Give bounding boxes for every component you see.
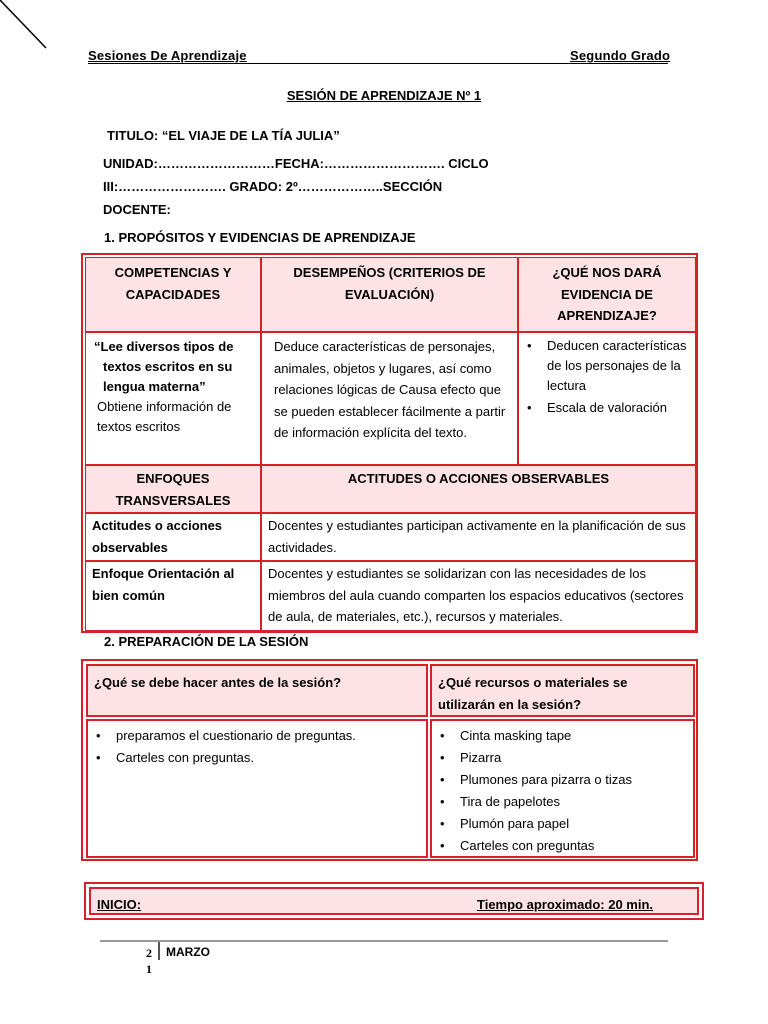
evidencias-cell bbox=[518, 332, 696, 465]
inicio-inner bbox=[89, 887, 699, 915]
footer-month: MARZO bbox=[166, 945, 210, 959]
page-number-bottom: 1 bbox=[146, 962, 152, 976]
competencia-text: “Lee diversos tipos de textos escritos en su lengua materna” bbox=[94, 339, 234, 394]
recurso-item: • Tira de papelotes bbox=[438, 791, 687, 813]
info-line-1: UNIDAD:………………………FECHA:………………………. CICLO bbox=[103, 156, 489, 171]
header-actitudes: ACTITUDES O ACCIONES OBSERVABLES bbox=[261, 465, 696, 513]
recurso-item: • Carteles con preguntas bbox=[438, 835, 687, 857]
header-enfoques: ENFOQUES TRANSVERSALES bbox=[85, 465, 261, 513]
inicio-label: INICIO: bbox=[97, 897, 142, 912]
session-title: TITULO: “EL VIAJE DE LA TÍA JULIA” bbox=[107, 128, 340, 143]
section-2-heading: 2. PREPARACIÓN DE LA SESIÓN bbox=[104, 634, 309, 649]
recurso-item: • Cinta masking tape bbox=[438, 725, 687, 747]
page-title: SESIÓN DE APRENDIZAJE Nº 1 bbox=[286, 88, 482, 103]
header-underline bbox=[88, 63, 668, 64]
recurso-item: • Plumones para pizarra o tizas bbox=[438, 769, 687, 791]
preparation-table bbox=[81, 659, 698, 861]
evidencia-item: • Escala de valoración bbox=[525, 398, 689, 418]
purposes-table bbox=[81, 253, 698, 633]
header-desempenos: DESEMPEÑOS (CRITERIOS DE EVALUACIÓN) bbox=[261, 257, 518, 332]
section-1-heading: 1. PROPÓSITOS Y EVIDENCIAS DE APRENDIZAJE bbox=[104, 230, 416, 245]
competencias-cell bbox=[85, 332, 261, 465]
info-line-2: III:……………………. GRADO: 2º………………..SECCIÓN bbox=[103, 179, 443, 194]
header-right: Segundo Grado bbox=[570, 48, 671, 63]
antes-item: • Carteles con preguntas. bbox=[94, 747, 420, 769]
evidencia-item: • Deducen características de los personajes de la lectura bbox=[525, 336, 689, 396]
row1-text: Docentes y estudiantes participan activamente en la planificación de sus actividades. bbox=[261, 513, 696, 561]
header-antes: ¿Qué se debe hacer antes de la sesión? bbox=[86, 664, 428, 717]
header-recursos: ¿Qué recursos o materiales se utilizarán en la sesión? bbox=[430, 664, 695, 717]
capacidad-text: Obtiene información de textos escritos bbox=[97, 399, 232, 434]
inicio-tiempo: Tiempo aproximado: 20 min. bbox=[477, 897, 654, 912]
desempeno-cell: Deduce características de personajes, animales, objetos y lugares, así como relaciones lógicas de Causa efecto que se pueden establecer fácilmente a partir de información explícita del texto. bbox=[261, 332, 518, 465]
header-competencias: COMPETENCIAS Y CAPACIDADES bbox=[85, 257, 261, 332]
recursos-cell bbox=[430, 719, 695, 858]
recurso-item: • Pizarra bbox=[438, 747, 687, 769]
inicio-box bbox=[84, 882, 704, 920]
antes-cell bbox=[86, 719, 428, 858]
header-evidencia: ¿QUÉ NOS DARÁ EVIDENCIA DE APRENDIZAJE? bbox=[518, 257, 696, 332]
info-line-3: DOCENTE: bbox=[103, 202, 171, 217]
corner-diagonal-line bbox=[0, 0, 60, 60]
row2-text: Docentes y estudiantes se solidarizan con las necesidades de los miembros del aula cuando comparten los espacios educativos (sectores de aula, de materiales, etc.), recursos y materiales. bbox=[261, 561, 696, 631]
row1-label: Actitudes o acciones observables bbox=[85, 513, 261, 561]
header-left: Sesiones De Aprendizaje bbox=[88, 48, 247, 63]
row2-label: Enfoque Orientación al bien común bbox=[85, 561, 261, 631]
footer-separator bbox=[158, 942, 160, 960]
recurso-item: • Plumón para papel bbox=[438, 813, 687, 835]
footer-rule bbox=[100, 940, 668, 942]
page-number-top: 2 bbox=[146, 946, 152, 960]
antes-item: • preparamos el cuestionario de preguntas. bbox=[94, 725, 420, 747]
